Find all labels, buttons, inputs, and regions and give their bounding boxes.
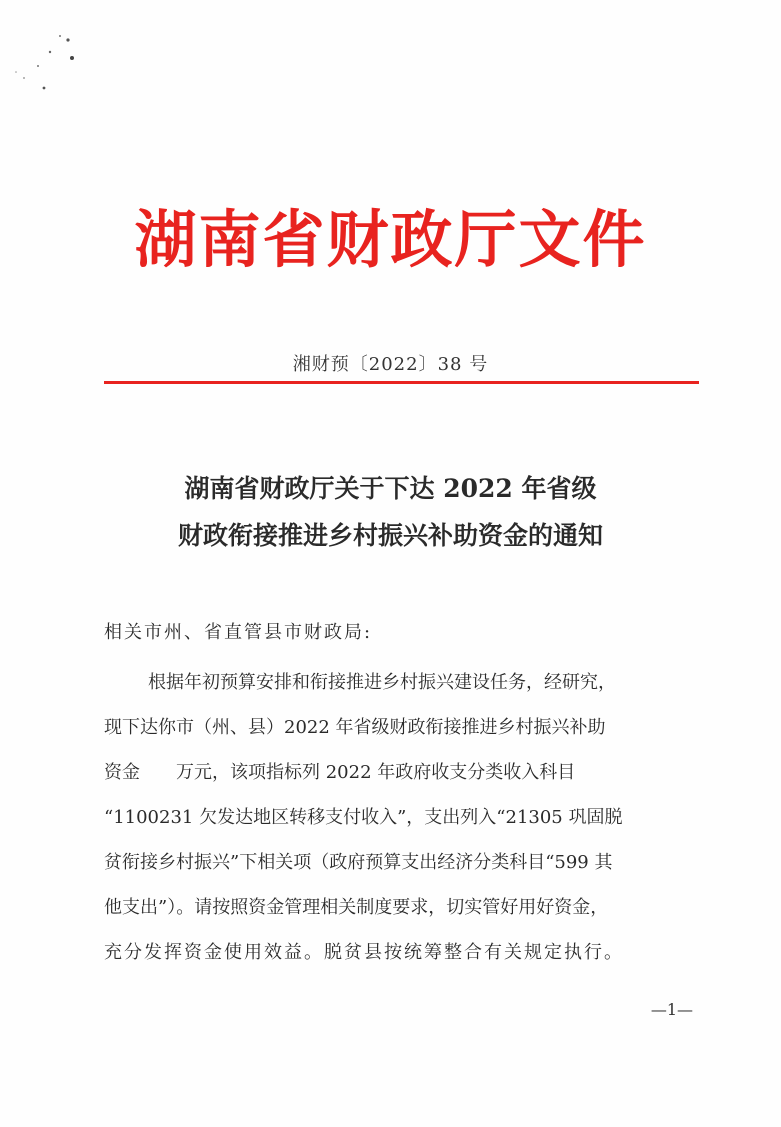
body-paragraph — [104, 660, 704, 975]
body-line: 他支出”）。请按照资金管理相关制度要求，切实管好用好资金， — [104, 897, 609, 918]
page-number: —1— — [650, 1000, 693, 1019]
body-line: “1100231 欠发达地区转移支付收入”，支出列入“21305 巩固脱 — [104, 807, 623, 828]
body-line: 现下达你市（州、县）2022 年省级财政衔接推进乡村振兴补助 — [104, 717, 606, 738]
scan-specks-decoration — [0, 0, 120, 110]
notice-title — [0, 465, 781, 559]
body-line: 贫衔接乡村振兴”下相关项（政府预算支出经济分类科目“599 其 — [104, 852, 613, 873]
salutation: 相关市州、省直管县市财政局: — [104, 622, 373, 643]
body-line: 资金 万元，该项指标列 2022 年政府收支分类收入科目 — [104, 762, 576, 783]
notice-title-line-2: 财政衔接推进乡村振兴补助资金的通知 — [177, 521, 603, 550]
body-line: 充分发挥资金使用效益。脱贫县按统筹整合有关规定执行。 — [104, 942, 624, 963]
red-divider-line — [104, 381, 699, 384]
document-number: 湘财预〔2022〕38 号 — [292, 354, 489, 375]
body-line: 根据年初预算安排和衔接推进乡村振兴建设任务，经研究， — [148, 672, 616, 693]
agency-header-title: 湖南省财政厅文件 — [134, 203, 647, 276]
notice-title-line-1: 湖南省财政厅关于下达 2022 年省级 — [184, 474, 597, 503]
